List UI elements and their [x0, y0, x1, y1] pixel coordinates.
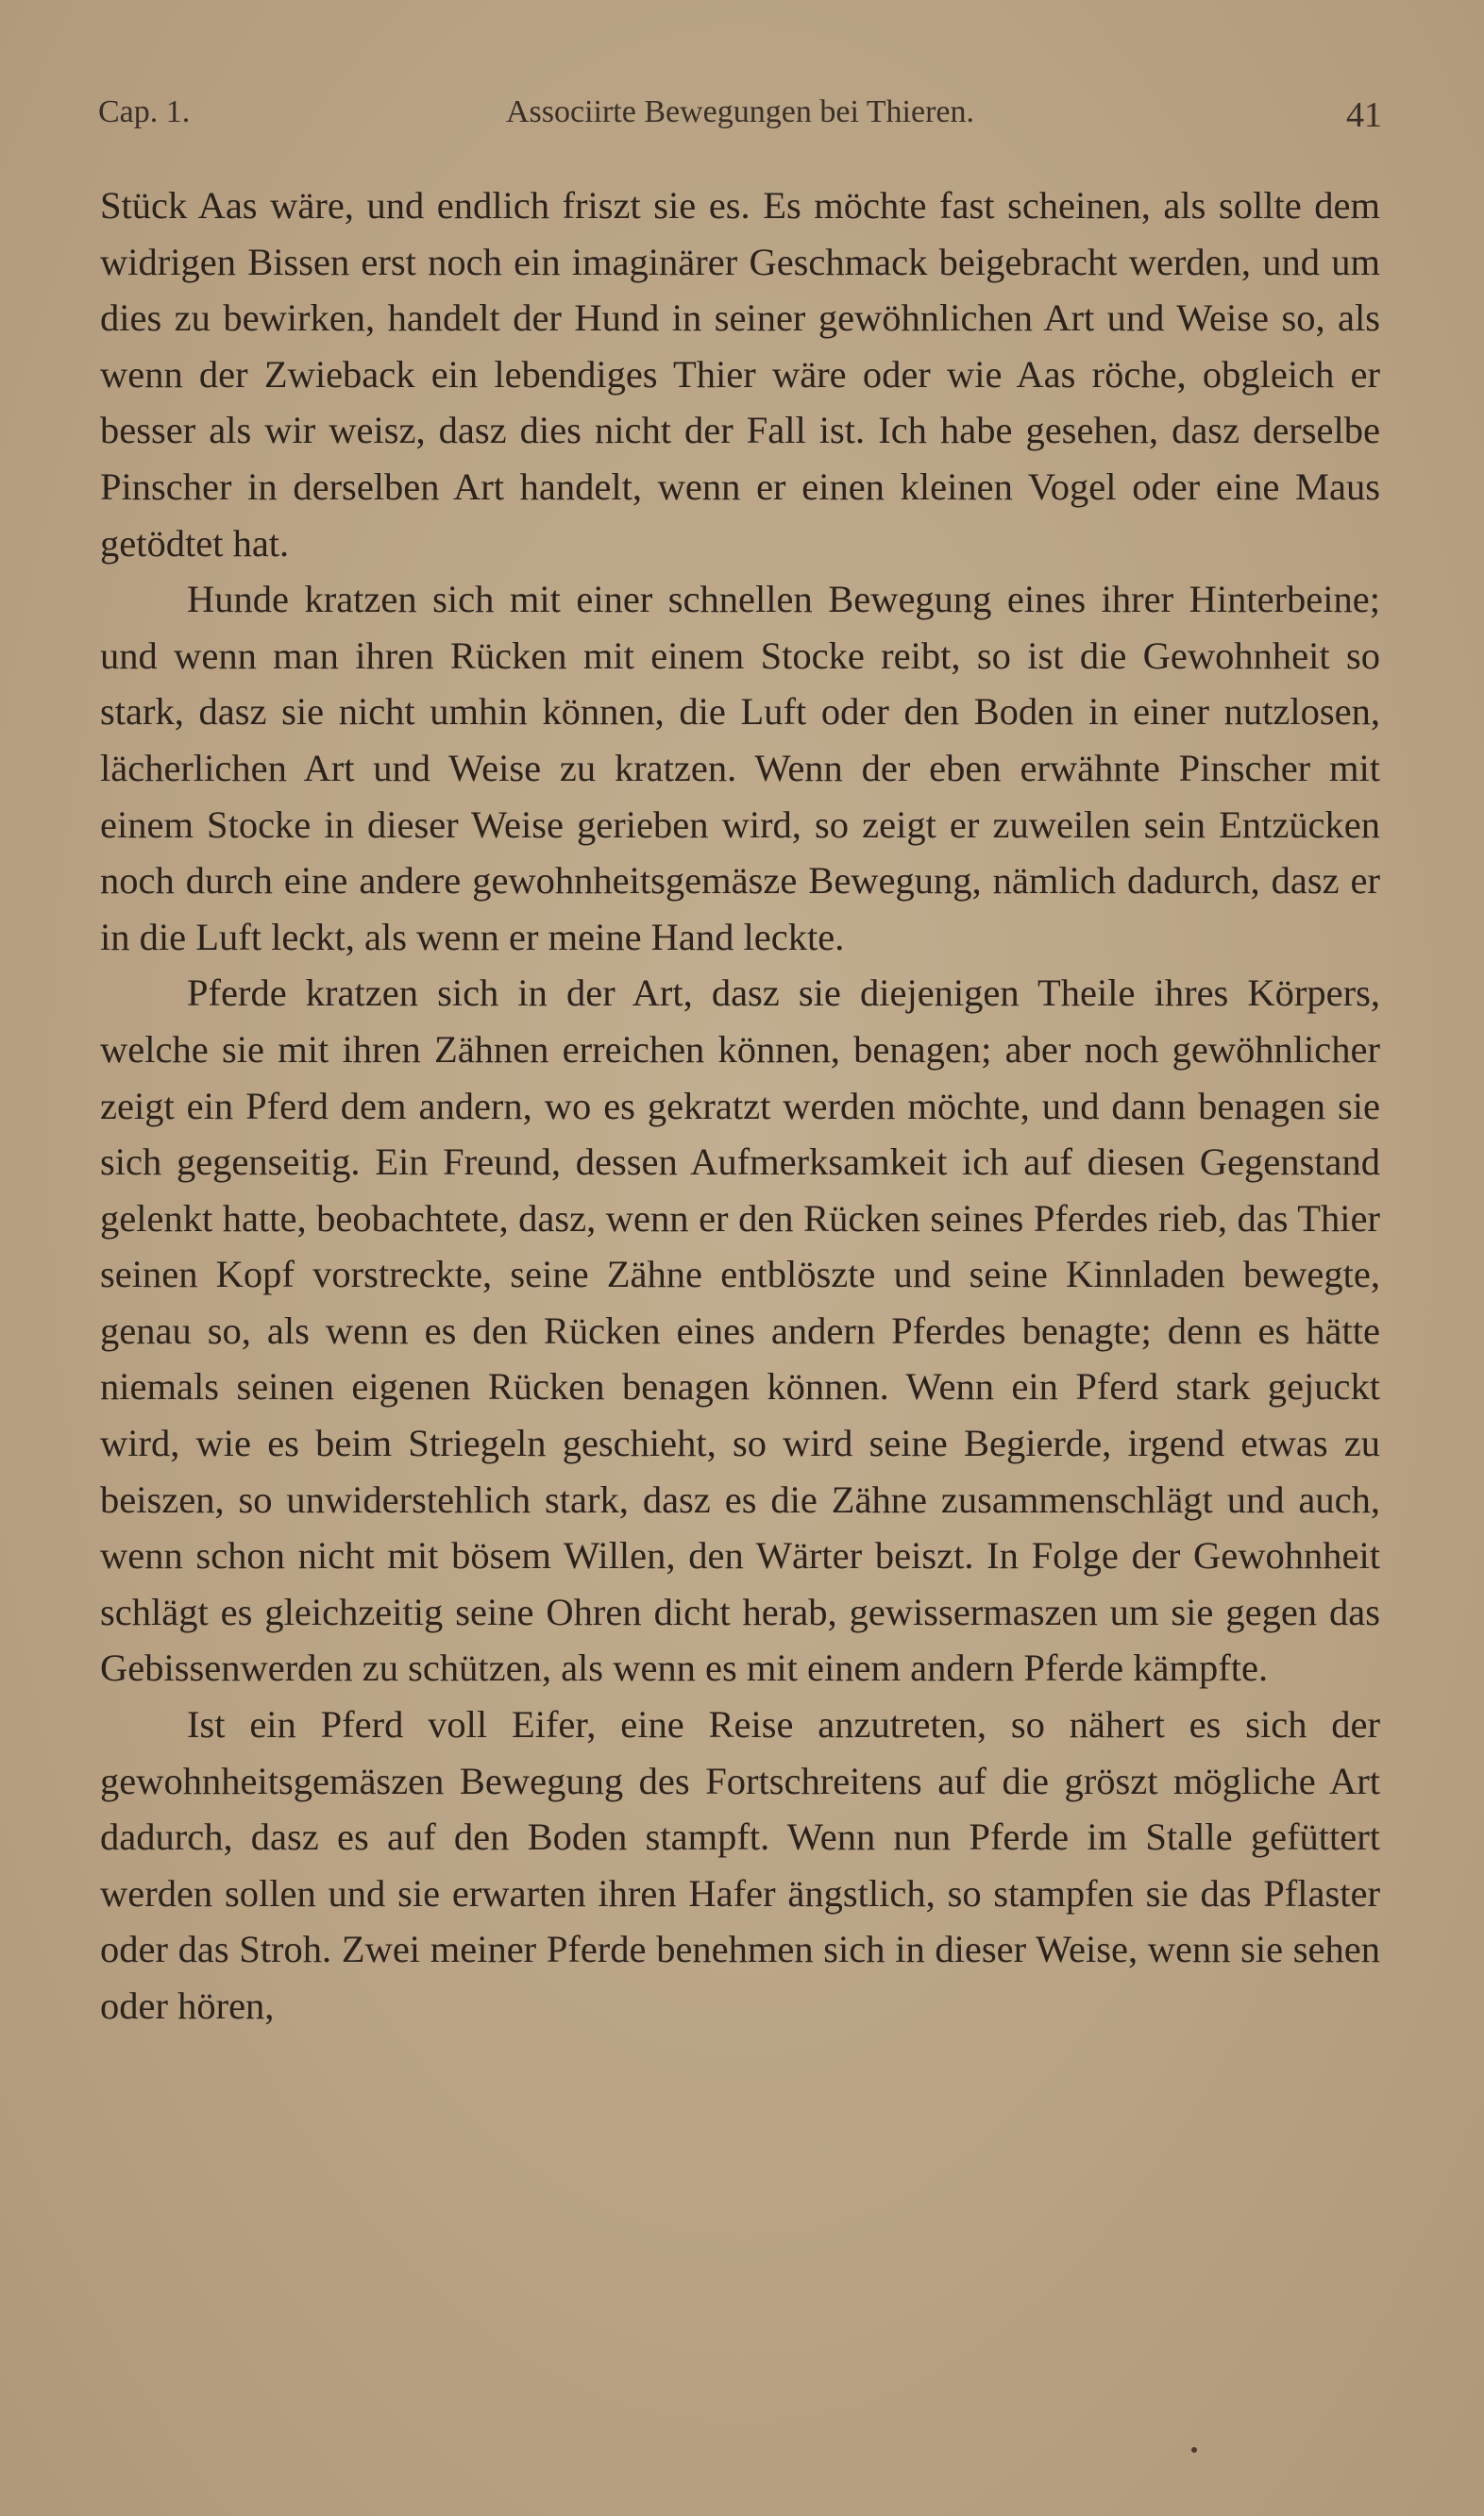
paper-speck [1191, 2447, 1197, 2453]
running-title: Associirte Bewegungen bei Thieren. [505, 94, 974, 129]
body-text [100, 177, 1380, 2035]
paragraph: Stück Aas wäre, und endlich friszt sie es. Es möchte fast scheinen, als sollte dem widrigen Bissen erst noch ein imaginärer Geschmack beigebracht werden, und um dies zu bewirken, handelt der Hund in seiner gewöhnlichen Art und Weise so, als wenn der Zwieback ein lebendiges Thier wäre oder wie Aas röche, obgleich er besser als wir weisz, dasz dies nicht der Fall ist. Ich habe gesehen, dasz derselbe Pinscher in derselben Art handelt, wenn er einen kleinen Vogel oder eine Maus getödtet hat. [100, 184, 1380, 565]
paragraph: Hunde kratzen sich mit einer schnellen Bewegung eines ihrer Hinterbeine; und wenn man ihren Rücken mit einem Stocke reibt, so ist die Gewohnheit so stark, dasz sie nicht umhin können, die Luft oder den Boden in einer nutzlosen, lächerlichen Art und Weise zu kratzen. Wenn der eben erwähnte Pinscher mit einem Stocke in dieser Weise gerieben wird, so zeigt er zuweilen sein Entzücken noch durch eine andere gewohnheitsgemäsze Bewegung, nämlich dadurch, dasz er in die Luft leckt, als wenn er meine Hand leckte. [100, 578, 1380, 958]
page-number: 41 [1346, 95, 1382, 135]
paragraph: Ist ein Pferd voll Eifer, eine Reise anzutreten, so nähert es sich der gewohnheitsgemäszen Bewegung des Fortschreitens auf die gröszt mögliche Art dadurch, dasz es auf den Boden stampft. Wenn nun Pferde im Stalle gefüttert werden sollen und sie erwarten ihren Hafer ängstlich, so stampfen sie das Pflaster oder das Stroh. Zwei meiner Pferde benehmen sich in dieser Weise, wenn sie sehen oder hören, [100, 1703, 1380, 2027]
paragraph: Pferde kratzen sich in der Art, dasz sie diejenigen Theile ihres Körpers, welche sie mit ihren Zähnen erreichen können, benagen; aber noch gewöhnlicher zeigt ein Pferd dem andern, wo es gekratzt werden möchte, und dann benagen sie sich gegenseitig. Ein Freund, dessen Aufmerksamkeit ich auf diesen Gegenstand gelenkt hatte, beobachtete, dasz, wenn er den Rücken seines Pferdes rieb, das Thier seinen Kopf vorstreckte, seine Zähne entblöszte und seine Kinnladen bewegte, genau so, als wenn es den Rücken eines andern Pferdes benagte; denn es hätte niemals seinen eigenen Rücken benagen können. Wenn ein Pferd stark gejuckt wird, wie es beim Striegeln geschieht, so wird seine Begierde, irgend etwas zu beiszen, so unwiderstehlich stark, dasz es die Zähne zusammenschlägt und auch, wenn schon nicht mit bösem Willen, den Wärter beiszt. In Folge der Gewohnheit schlägt es gleichzeitig seine Ohren dicht herab, gewissermaszen um sie gegen das Gebissenwerden zu schützen, als wenn es mit einem andern Pferde kämpfte. [100, 971, 1380, 1690]
chapter-label: Cap. 1. [98, 94, 191, 129]
running-head [98, 94, 1382, 142]
